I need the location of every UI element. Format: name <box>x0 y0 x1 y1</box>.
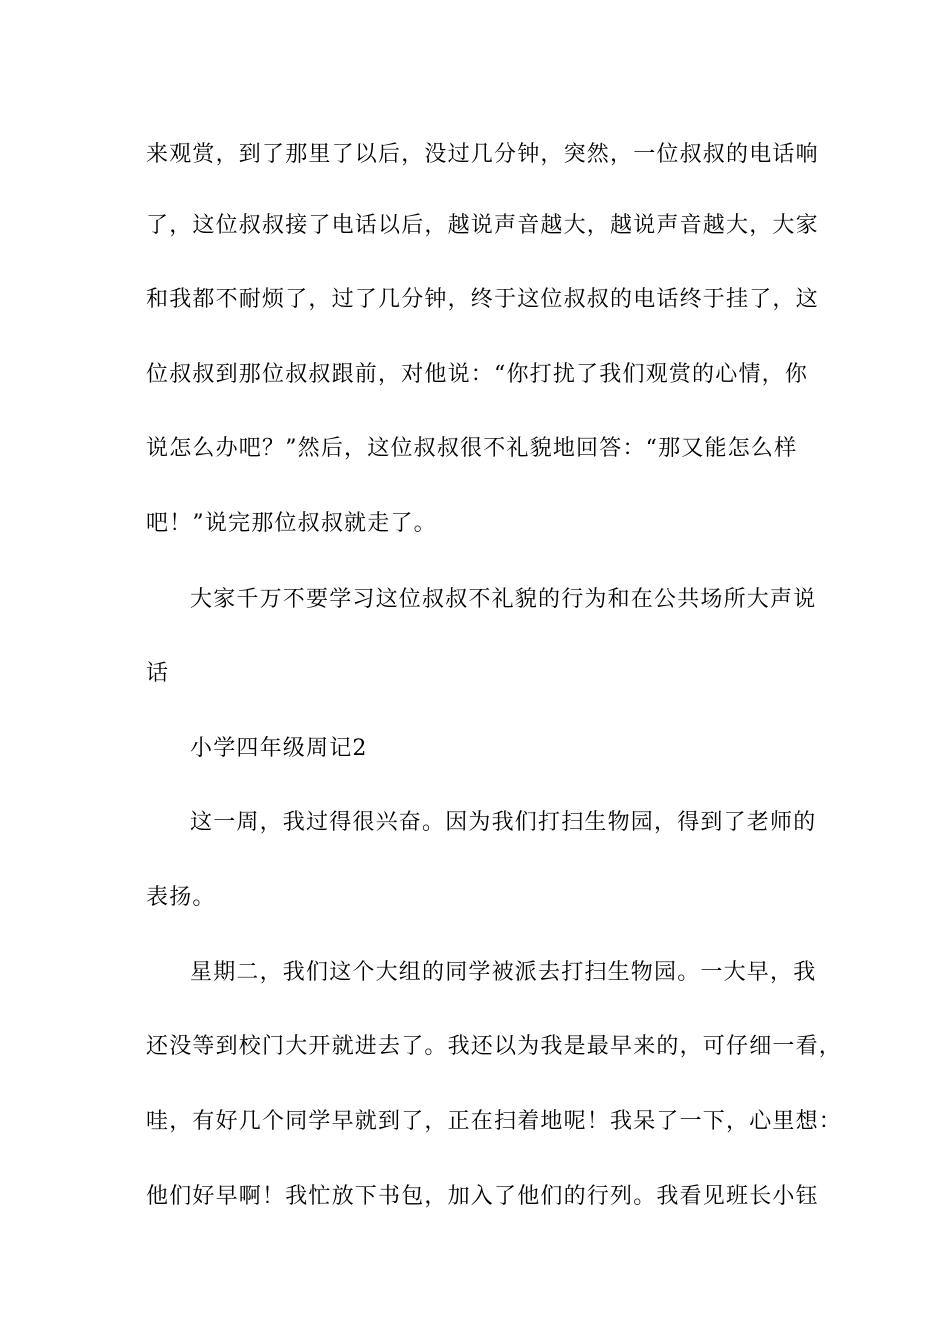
paragraph-line: 这一周，我过得很兴奋。因为我们打扫生物园，得到了老师的 <box>190 810 817 835</box>
paragraph-line: 表扬。 <box>146 885 216 910</box>
paragraph-line: 位叔叔到那位叔叔跟前，对他说：“你打扰了我们观赏的心情，你 <box>146 362 809 387</box>
paragraph-line: 说怎么办吧？”然后，这位叔叔很不礼貌地回答：“那又能怎么样 <box>146 436 798 461</box>
paragraph-line: 星期二，我们这个大组的同学被派去打扫生物园。一大早，我 <box>190 960 817 985</box>
paragraph-line: 话 <box>146 661 170 686</box>
section-title: 小学四年级周记2 <box>190 736 368 761</box>
paragraph-line: 来观赏，到了那里了以后，没过几分钟，突然，一位叔叔的电话响 <box>146 142 819 167</box>
paragraph-line: 哇，有好几个同学早就到了，正在扫着地呢！我呆了一下，心里想： <box>146 1109 843 1134</box>
paragraph-line: 他们好早啊！我忙放下书包，加入了他们的行列。我看见班长小钰 <box>146 1184 819 1209</box>
paragraph-line: 大家千万不要学习这位叔叔不礼貌的行为和在公共场所大声说 <box>190 587 817 612</box>
paragraph-line: 吧！”说完那位叔叔就走了。 <box>146 511 437 536</box>
paragraph-line: 还没等到校门大开就进去了。我还以为我是最早来的，可仔细一看， <box>146 1034 843 1059</box>
paragraph-line: 了，这位叔叔接了电话以后，越说声音越大，越说声音越大，大家 <box>146 213 819 238</box>
paragraph-line: 和我都不耐烦了，过了几分钟，终于这位叔叔的电话终于挂了，这 <box>146 287 819 312</box>
